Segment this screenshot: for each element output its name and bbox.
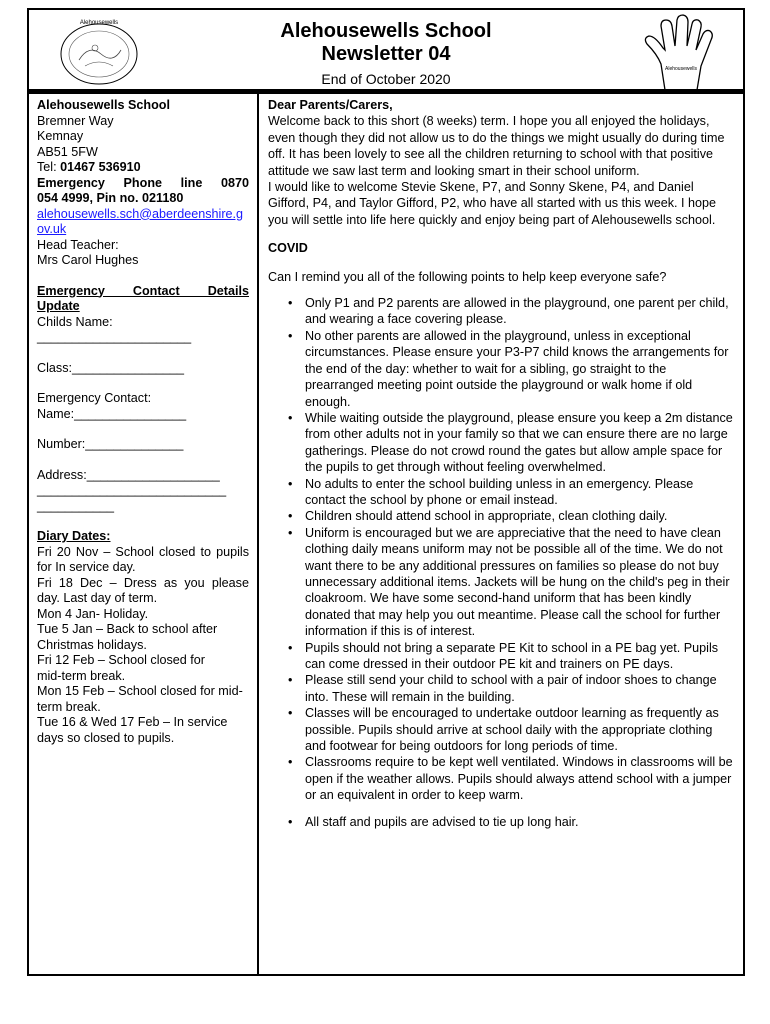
list-item: • Pupils should not bring a separate PE Kit to school in a PE bag yet. Pupils can come dressed in their outdoor PE kit and trainers on PE days. <box>268 640 735 673</box>
school-logo-left <box>55 14 143 90</box>
address-field-line: ___________________________ <box>37 483 227 497</box>
welcome-paragraph: Welcome back to this short (8 weeks) term. I hope you all enjoyed the holidays, even though they did not allow us to do the things we might usually do during time off. It has been lovely to see all the children returning to school with that positive attitude we saw last term and looking smart in their school uniform. <box>268 114 725 178</box>
list-item: • Children should attend school in appropriate, clean clothing daily. <box>268 508 735 524</box>
address-field: Address:___________________ <box>37 467 220 482</box>
hand-logo-right <box>635 14 731 94</box>
newsletter-date: End of October 2020 <box>321 71 451 87</box>
diary-date-item: Fri 18 Dec – Dress as you please day. Last day of term. <box>37 575 249 605</box>
head-teacher-name: Mrs Carol Hughes <box>37 253 139 267</box>
list-item: • Classrooms require to be kept well ventilated. Windows in classrooms will be open if the weather allows. Pupils should always attend school with a jumper or an equivalent in order to keep warm. <box>268 754 735 803</box>
list-item: • No other parents are allowed in the playground, unless in exceptional circumstances. Please ensure your P3-P7 child knows the arrangements for the end of the day: whether to wait for a sibling, go straight to the prearranged meeting point outside the playground or walk home if old enough. <box>268 328 735 410</box>
number-field: Number:______________ <box>37 437 184 451</box>
list-item: • Classes will be encouraged to undertake outdoor learning as frequently as possible. Pupils should arrive at school daily with the appropriate clothing and footwear for being outdoors for long periods of time. <box>268 705 735 754</box>
emergency-contact-label: Emergency Contact: <box>37 391 152 405</box>
sidebar-school-name: Alehousewells School <box>37 98 170 112</box>
diary-dates-heading: Diary Dates: <box>37 529 111 543</box>
greeting: Dear Parents/Carers, <box>268 98 393 112</box>
diary-date-item: Tue 5 Jan – Back to school after Christmas holidays. <box>37 622 218 652</box>
list-item: • While waiting outside the playground, please ensure you keep a 2m distance from other adults not in your family so that we can ensure there are no large gatherings. Please do not crowd round the gates but allow ample space for the pupils to get through without feeling overwhelmed. <box>268 410 735 476</box>
list-item: • Uniform is encouraged but we are appreciative that the need to have clean clothing daily means uniform may not be possible all of the time. We do not want there to be any additional pressures on families so please do not buy unnecessary additional items. Jackets will be hung on the child's peg in their cloakroom. We have some second-hand uniform that has been kindly donated that may help you out meantime. Please call the school for further information if this is of interest. <box>268 525 735 640</box>
address-field-line: ___________ <box>37 498 115 513</box>
covid-rules-list <box>268 295 735 830</box>
main-content <box>259 94 745 976</box>
sidebar <box>27 94 259 976</box>
telephone <box>37 160 249 176</box>
school-title: Alehousewells School <box>280 20 492 42</box>
list-item: • All staff and pupils are advised to tie up long hair. <box>268 814 735 830</box>
title-block <box>179 20 593 88</box>
contact-update-heading-2: Update <box>37 299 80 313</box>
diary-date-item: Tue 16 & Wed 17 Feb – In service days so closed to pupils. <box>37 715 228 745</box>
contact-name-field: Name:________________ <box>37 406 187 421</box>
tel-number: 01467 536910 <box>60 160 141 174</box>
class-field: Class:________________ <box>37 360 185 375</box>
diary-date-item: Mon 15 Feb – School closed for mid-term break. <box>37 684 243 714</box>
newsletter-number: Newsletter 04 <box>321 43 451 65</box>
new-pupils-paragraph: I would like to welcome Stevie Skene, P7, and Sonny Skene, P4, and Daniel Gifford, P4, and Taylor Gifford, P2, who have all started with us this week. I hope you will settle into life here quickly and enjoy being part of Alehousewells school. <box>268 180 717 227</box>
list-item: • Please still send your child to school with a pair of indoor shoes to change into. These will remain in the building. <box>268 672 735 705</box>
diary-date-item: Mon 4 Jan- Holiday. <box>37 606 149 621</box>
emergency-pin: 054 4999, Pin no. 021180 <box>37 191 184 205</box>
diary-date-item: Fri 12 Feb – School closed for mid-term break. <box>37 653 205 683</box>
newsletter-header <box>27 8 745 94</box>
address-line: Kemnay <box>37 129 84 143</box>
covid-intro: Can I remind you all of the following points to help keep everyone safe? <box>268 269 667 284</box>
list-item: • Only P1 and P2 parents are allowed in the playground, one parent per child, and wearing a face covering please. <box>268 295 735 328</box>
covid-heading: COVID <box>268 241 308 256</box>
head-teacher-label: Head Teacher: <box>37 237 119 252</box>
contact-update-heading: Emergency Contact Details <box>37 283 249 298</box>
emergency-line: Emergency Phone line 0870 <box>37 175 249 190</box>
childs-name-label: Childs Name: <box>37 314 113 329</box>
tel-label: Tel: <box>37 160 61 174</box>
right-logo-text: Alehousewells <box>665 66 697 72</box>
school-email-link[interactable]: alehousewells.sch@aberdeenshire.gov.uk <box>37 206 244 236</box>
left-logo-text: Alehousewells <box>79 20 119 26</box>
diary-dates-list <box>37 545 249 747</box>
postcode: AB51 5FW <box>37 144 98 159</box>
list-item: • No adults to enter the school building unless in an emergency. Please contact the school by phone or email instead. <box>268 476 735 509</box>
address-line: Bremner Way <box>37 113 114 128</box>
diary-date-item: Fri 20 Nov – School closed to pupils for In service day. <box>37 544 249 574</box>
childs-name-field: ______________________ <box>37 330 192 344</box>
